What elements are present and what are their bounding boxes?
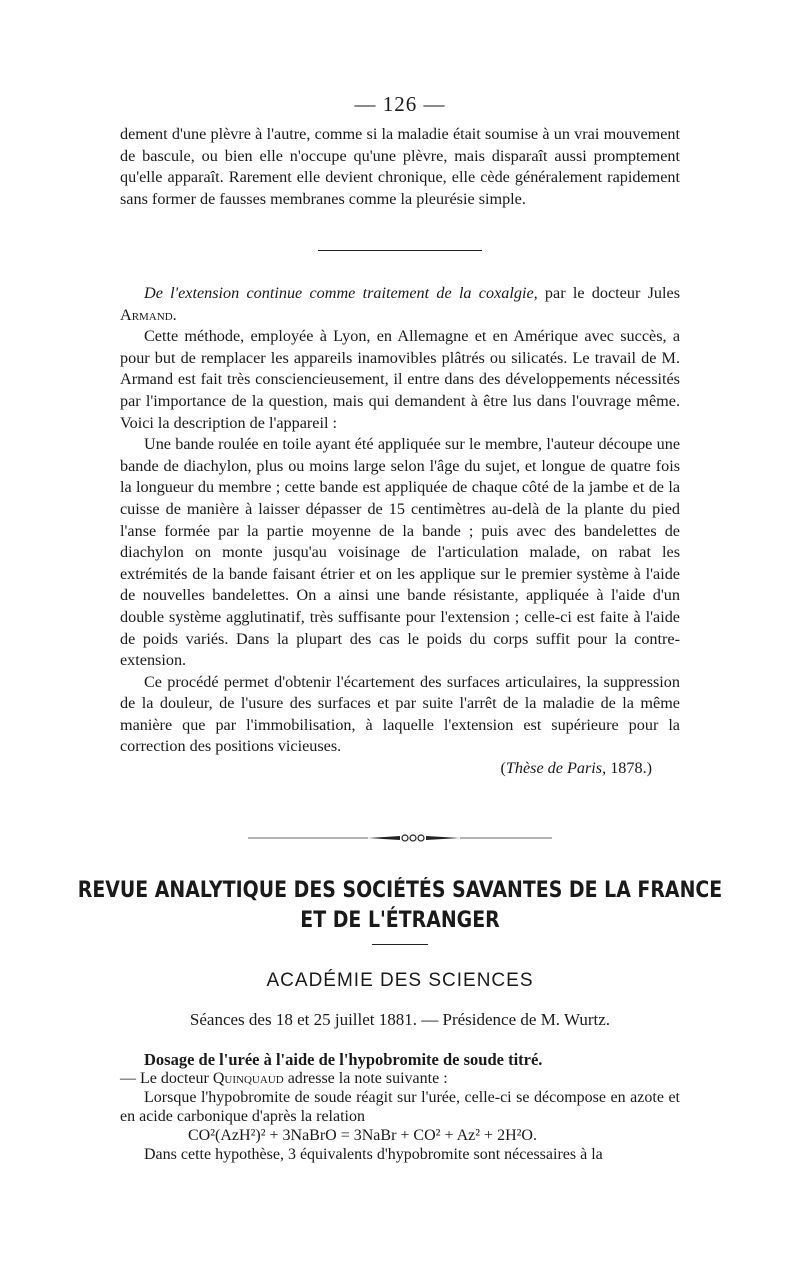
article-source-year: 1878.)	[606, 759, 652, 778]
section-heading-line1: REVUE ANALYTIQUE DES SOCIÉTÉS SAVANTES DE LA FRANCE	[77, 878, 723, 903]
paragraph-text: dement d'une plèvre à l'autre, comme si la maladie était soumise à un vrai mouvement de bascule, ou bien elle n'occupe qu'une plèvre, mais disparaît aussi promptement qu'elle apparaît. Rarement elle devient chronique, elle cède généralement rapidement sans former de fausses membranes comme la pleurésie simple.	[120, 125, 680, 208]
article-paragraph-procedure: Ce procédé permet d'obtenir l'écartement des surfaces articulaires, la suppression de la douleur, de l'usure des surfaces et par suite l'arrêt de la maladie de la même manière que par l'immobilisation, à laquelle l'extension est supérieure pour la correction des positions vicieuses.	[120, 672, 680, 756]
article-author: Armand.	[120, 305, 177, 324]
section-heading-line2: ET DE L'ÉTRANGER	[300, 908, 500, 933]
section-divider	[318, 250, 482, 251]
ornament-divider	[248, 832, 552, 844]
dosage-title: Dosage de l'urée à l'aide de l'hypobromite de soude titré.	[144, 1050, 543, 1069]
seances-line: Séances des 18 et 25 juillet 1881. — Présidence de M. Wurtz.	[189, 1010, 611, 1029]
academie-heading: ACADÉMIE DES SCIENCES	[266, 970, 534, 991]
heading-underline	[372, 944, 428, 945]
section-heading	[56, 876, 744, 936]
dosage-paragraph: Lorsque l'hypobromite de soude réagit sur l'urée, celle-ci se décompose en azote et en acide carbonique d'après la relation	[120, 1089, 680, 1125]
dosage-last-line: Dans cette hypothèse, 3 équivalents d'hypobromite sont nécessaires à la	[144, 1146, 603, 1163]
dosage-author-line: — Le docteur Quinquaud adresse la note suivante :	[120, 1070, 448, 1087]
paragraph-pleuresie	[120, 124, 680, 210]
article-source-title: Thèse de Paris,	[505, 759, 607, 778]
page-number: — 126 —	[354, 92, 446, 116]
article-dosage	[120, 1050, 680, 1164]
article-heading	[120, 283, 680, 326]
article-coxalgie	[120, 283, 680, 780]
article-paragraph-apparatus: Une bande roulée en toile ayant été appliquée sur le membre, l'auteur découpe une bande de diachylon, plus ou moins large selon l'âge du sujet, et longue de quatre fois la longueur du membre ; cette bande est appliquée de chaque côté de la jambe et de la cuisse de manière à laisser dépasser de 15 centimètres au-delà de la plante du pied l'anse formée par la partie moyenne de la bande ; puis avec des bandelettes de diachylon on monte jusqu'au voisinage de l'articulation malade, on rabat les extrémités de la bande faisant étrier et on les applique sur le premier système à l'aide de nouvelles bandelettes. On a ainsi une bande résistante, appliquée à l'aide d'un double système agglutinatif, très suffisante pour l'extension ; celle-ci est faite à l'aide de poids variés. Dans la plupart des cas le poids du corps suffit pour la contre-extension.	[120, 435, 680, 670]
chemical-formula: CO²(AzH²)² + 3NaBrO = 3NaBr + CO² + Az² + 2H²O.	[188, 1127, 537, 1144]
article-paragraph-method: Cette méthode, employée à Lyon, en Allemagne et en Amérique avec succès, a pour but de remplacer les appareils inamovibles plâtrés ou silicatés. Le travail de M. Armand est fait très consciencieusement, il entre dans des développements nécessités par l'importance de la question, mais qui demandent à être lus dans l'ouvrage même. Voici la description de l'appareil :	[120, 327, 680, 432]
article-title: De l'extension continue comme traitement de la coxalgie,	[144, 284, 538, 302]
dosage-author: Quinquaud	[212, 1070, 284, 1087]
article-source: (Thèse de Paris, 1878.)	[500, 759, 652, 778]
article-author-prefix: par le docteur Jules	[537, 284, 680, 302]
